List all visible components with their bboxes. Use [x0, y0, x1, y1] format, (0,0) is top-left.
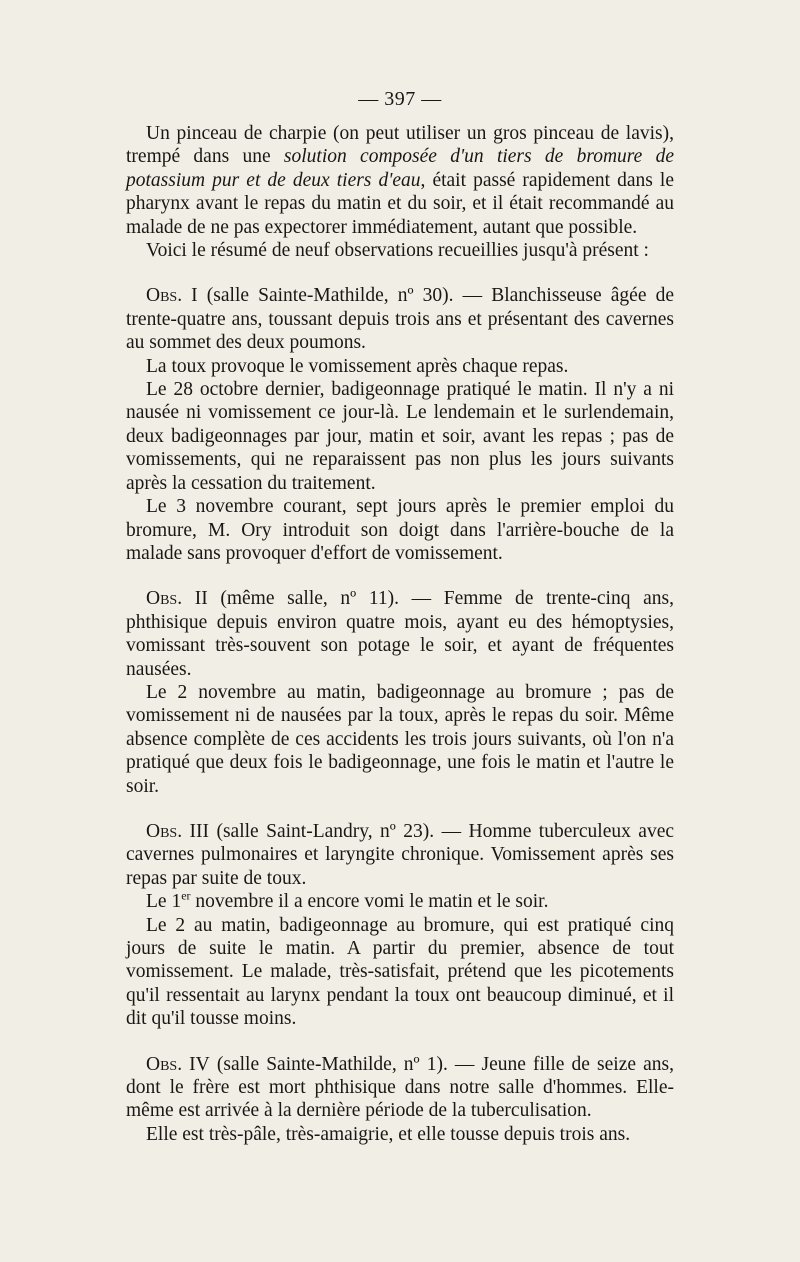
obs3-label: Obs. III — [146, 820, 210, 842]
obs1-paragraph-1 — [126, 284, 674, 354]
intro-p1-italic-solution: solution composée d'un tiers de bromure de potassium pur et de deux tiers d'eau — [126, 146, 675, 191]
observation-4 — [126, 1053, 674, 1147]
obs3-paragraph-2 — [126, 890, 674, 913]
intro-p1-text: Un pinceau de charpie (on peut utiliser un gros pinceau de lavis), trempé dans une — [126, 123, 674, 168]
obs2-paragraph-1 — [126, 587, 674, 681]
observation-1 — [126, 284, 674, 565]
intro-p1-text-end: , était passé rapidement dans le pharynx avant le repas du matin et du soir, et il était recommandé au malade de ne pas expectorer immédiatement, autant que possible. — [126, 169, 674, 238]
obs3-p1-text: (salle Saint-Landry, nº 23). — Homme tuberculeux avec cavernes pulmonaires et laryngite chronique. Vomissement après ses repas par suite de toux. — [126, 820, 675, 889]
page-number: — 397 — — [358, 88, 442, 110]
obs3-paragraph-1 — [126, 820, 674, 890]
obs3-p2-text-end: novembre il a encore vomi le matin et le soir. — [190, 891, 549, 913]
obs3-paragraph-3: Le 2 au matin, badigeonnage au bromure, qui est pratiqué cinq jours de suite le matin. A partir du premier, absence de tout vomissement. Le malade, très-satisfait, prétend que les picotements qu'il ressentait au larynx pendant la toux ont beaucoup diminué, et il dit qu'il tousse moins. — [126, 914, 674, 1030]
intro-paragraph-2: Voici le résumé de neuf observations recueillies jusqu'à présent : — [146, 240, 649, 262]
obs4-label: Obs. IV — [146, 1053, 210, 1075]
obs1-label: Obs. I — [146, 285, 198, 307]
book-page — [126, 86, 674, 1168]
obs4-paragraph-2: Elle est très-pâle, très-amaigrie, et elle tousse depuis trois ans. — [146, 1123, 631, 1145]
observation-2 — [126, 587, 674, 798]
obs1-paragraph-2: La toux provoque le vomissement après chaque repas. — [146, 355, 569, 377]
obs3-p2-superscript: er — [181, 888, 191, 903]
obs1-paragraph-4: Le 3 novembre courant, sept jours après le premier emploi du bromure, M. Ory introduit son doigt dans l'arrière-bouche de la malade sans provoquer d'effort de vomissement. — [126, 496, 674, 564]
obs2-p1-text: (même salle, nº 11). — Femme de trente-cinq ans, phthisique depuis environ quatre mois, ayant eu des hémoptysies, vomissant très-souvent son potage le soir, et ayant de fréquentes nausées. — [126, 588, 674, 680]
obs2-label: Obs. II — [146, 588, 208, 610]
obs1-p1-text: (salle Sainte-Mathilde, nº 30). — Blanchisseuse âgée de trente-quatre ans, toussant depuis trois ans et présentant des cavernes au sommet des deux poumons. — [126, 285, 674, 354]
obs4-paragraph-1 — [126, 1053, 674, 1123]
observation-3 — [126, 820, 674, 1031]
intro-paragraph-1 — [126, 122, 674, 239]
obs1-paragraph-3: Le 28 octobre dernier, badigeonnage pratiqué le matin. Il n'y a ni nausée ni vomissement ce jour-là. Le lendemain et le surlendemain, deux badigeonnages par jour, matin et soir, avant les repas ; pas de vomissements, qui ne reparaissent pas non plus les jours suivants après la cessation du traitement. — [126, 379, 674, 494]
intro-section — [126, 122, 674, 262]
obs4-p1-text: (salle Sainte-Mathilde, nº 1). — Jeune fille de seize ans, dont le frère est mort phthisique dans notre salle d'hommes. Elle-même est arrivée à la dernière période de la tuberculisation. — [126, 1053, 674, 1122]
obs2-paragraph-2: Le 2 novembre au matin, badigeonnage au bromure ; pas de vomissement ni de nausées par la toux, après le repas du soir. Même absence complète de ces accidents les trois jours suivants, où l'on n'a pratiqué que deux fois le badigeonnage, une fois le matin et l'autre le soir. — [126, 681, 674, 797]
obs3-p2-text: Le 1 — [146, 891, 182, 913]
